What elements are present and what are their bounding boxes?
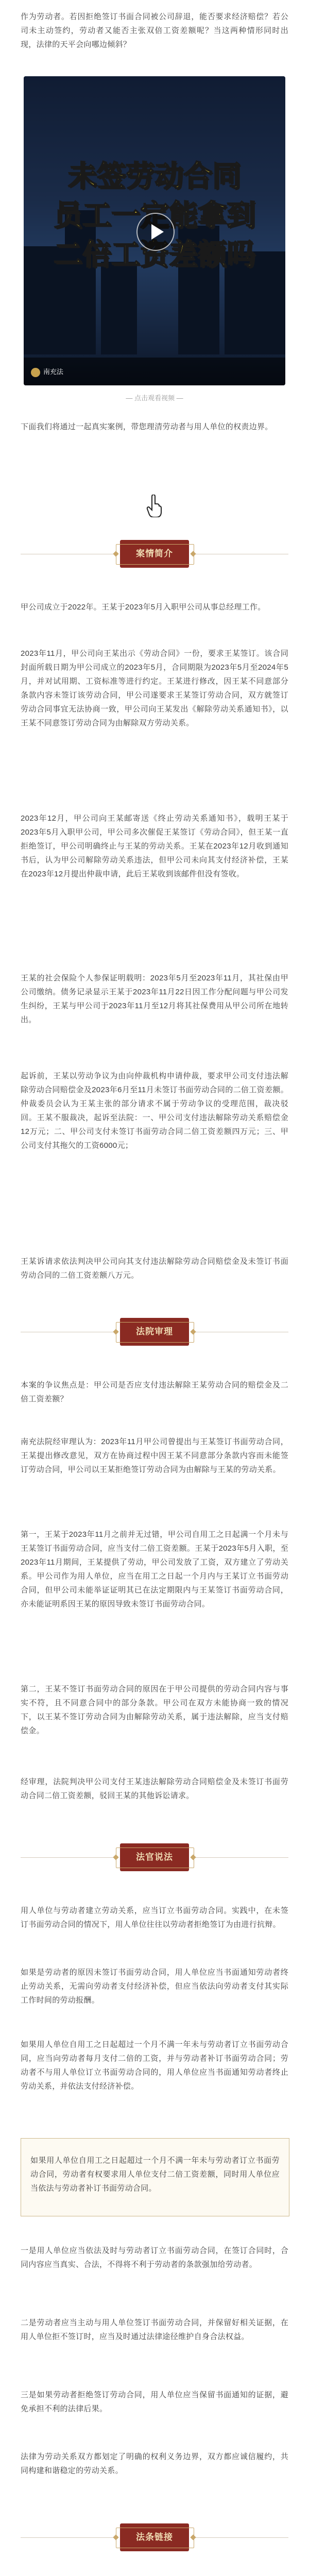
case-paragraph: 王某的社会保险个人参保证明载明：2023年5月至2023年11月，其社保由甲公司缴纳。债务记录显示王某于2023年11月22日因工作分配问题与甲公司发生纠纷，王某与甲公司于2023年11月至12月将其社保费用从甲公司所在地转出。: [21, 974, 288, 1024]
author-name: 南充法: [43, 368, 64, 376]
trial-paragraph: 第一，王某于2023年11月之前并无过错，甲公司自用工之日起满一个月未与王某签订书面劳动合同，应当支付二倍工资差额。王某于2023年5月入职，至2023年11月期间，王某提供了劳动，甲公司发放了工资，双方建立了劳动关系。甲公司作为用人单位，应当在用工之日起一个月内与王某订立书面劳动合同，但甲公司未能举证证明其已在法定期限内与王某签订书面劳动合同，亦未能证明系因王某的原因导致未签订书面劳动合同。: [21, 1530, 288, 1608]
trial-paragraph: 南充法院经审理认为：2023年11月甲公司曾提出与王某签订书面劳动合同，王某提出修改意见，双方在协商过程中因王某不同意部分条款内容而未能签订劳动合同，甲公司以王某拒绝签订劳动合同为由解除与王某的劳动关系。: [21, 1437, 288, 1474]
case-paragraph: 甲公司成立于2022年。王某于2023年5月入职甲公司从事总经理工作。: [21, 603, 266, 612]
case-paragraph: 2023年12月，甲公司向王某邮寄送《终止劳动关系通知书》，载明王某于2023年5月入职甲公司，甲公司多次催促王某签订《劳动合同》，但王某一直拒绝签订，甲公司明确终止与王某的劳动关系。王某在2023年12月收到通知书后，认为甲公司解除劳动关系违法，但甲公司未向其支付经济补偿，王某在2023年12月提出仲裁申请，此后王某收到该邮件但没有签收。: [21, 814, 288, 878]
highlight-text: 如果用人单位自用工之日起超过一个月不满一年未与劳动者订立书面劳动合同，劳动者有权要求用人单位支付二倍工资差额，同时用人单位应当依法与劳动者补订书面劳动合同。: [30, 2156, 280, 2193]
trial-paragraph: 第二，王某不签订书面劳动合同的原因在于甲公司提供的劳动合同内容与事实不符，且不同意合同中的部分条款。甲公司在双方未能协商一致的情况下，以王某不签订劳动合同为由解除劳动关系，属于违法解除，应当支付赔偿金。: [21, 1685, 288, 1735]
case-paragraph: 起诉前，王某以劳动争议为由向仲裁机构申请仲裁，要求甲公司支付违法解除劳动合同赔偿金及2023年6月至11月未签订书面劳动合同的二倍工资差额。仲裁委员会认为王某主张的部分请求不属于劳动争议的受理范围，裁决驳回。王某不服裁决，起诉至法院：一、甲公司支付违法解除劳动关系赔偿金12万元；二、甲公司支付未签订书面劳动合同二倍工资差额四万元；三、甲公司支付其拖欠的工资6000元；: [21, 1072, 288, 1150]
section-header-judge: [0, 1834, 309, 1880]
case-paragraph: 王某诉请求依法判决甲公司向其支付违法解除劳动合同赔偿金及未签订书面劳动合同的二倍工资差额八万元。: [21, 1257, 288, 1280]
section-header-case: [0, 531, 309, 577]
judge-paragraph: 一是用人单位应当依法及时与劳动者订立书面劳动合同，在签订合同时，合同内容应当真实、合法，不得将不利于劳动者的条款强加给劳动者。: [21, 2246, 288, 2269]
video-title-line1: 未签劳动合同: [68, 160, 241, 193]
video-player[interactable]: [24, 76, 285, 385]
video-caption: — 点击观看视频 —: [126, 394, 183, 402]
play-icon[interactable]: [136, 213, 175, 251]
section-header-law: [0, 2514, 309, 2561]
judge-paragraph: 三是如果劳动者拒绝签订劳动合同，用人单位应当保留书面通知的证据，避免承担不利的法律后果。: [21, 2391, 288, 2413]
trial-paragraph: 本案的争议焦点是：甲公司是否应支付违法解除王某劳动合同的赔偿金及二倍工资差额？: [21, 1381, 288, 1403]
section-title: 法院审理: [136, 1327, 173, 1336]
avatar: [31, 368, 40, 377]
judge-paragraph: 法律为劳动关系双方都划定了明确的权利义务边界，双方都应诚信履约，共同构建和谐稳定的劳动关系。: [21, 2452, 288, 2475]
intro-paragraph: 作为劳动者。若因拒绝签订书面合同被公司辞退，能否要求经济赔偿？若公司未主动签约，劳动者又能否主张双倍工资差额呢？当这两种情形同时出现，法律的天平会向哪边倾斜？: [21, 12, 288, 49]
trial-paragraph: 经审理，法院判决甲公司支付王某违法解除劳动合同赔偿金及未签订书面劳动合同二倍工资差额，驳回王某的其他诉讼请求。: [21, 1777, 288, 1800]
judge-paragraph: 如果是劳动者的原因未签订书面劳动合同，用人单位应当书面通知劳动者终止劳动关系，无需向劳动者支付经济补偿，但应当依法向劳动者支付其实际工作时间的劳动报酬。: [21, 1968, 288, 2005]
section-title: 法官说法: [136, 1852, 173, 1862]
video-title-line2: 员工一定能拿到: [54, 199, 255, 232]
judge-paragraph: 如果用人单位自用工之日起超过一个月不满一年未与劳动者订立书面劳动合同，应当向劳动者每月支付二倍的工资，并与劳动者补订书面劳动合同；劳动者不与用人单位订立书面劳动合同的，用人单位应当书面通知劳动者终止劳动关系，并依法支付经济补偿。: [21, 2040, 288, 2091]
tap-hand-icon: [146, 495, 163, 517]
building-shape: [101, 262, 137, 354]
case-paragraph: 2023年11月，甲公司向王某出示《劳动合同》一份，要求王某签订。该合同封面所载日期为甲公司成立的2023年5月，合同期限为2023年5月至2024年5月，并对试用期、工资标准等进行约定。王某进行修改，因王某不同意部分条款内容未签订该劳动合同，甲公司遂要求王某签订劳动合同，双方就签订劳动合同事宜无法协商一致，甲公司向王某发出《解除劳动关系通知书》，以王某不同意签订劳动合同为由解除双方劳动关系。: [21, 649, 288, 727]
video-author: [31, 366, 63, 377]
judge-paragraph: 用人单位与劳动者建立劳动关系，应当订立书面劳动合同。实践中，在未签订书面劳动合同的情况下，用人单位往往以劳动者拒绝签订为由进行抗辩。: [21, 1906, 288, 1929]
video-title-line3: 二倍工资差额吗: [54, 238, 255, 272]
section-title: 法条链接: [136, 2532, 173, 2542]
highlight-box: [21, 2138, 289, 2216]
intro2-paragraph: 下面我们将通过一起真实案例，带您理清劳动者与用人单位的权责边界。: [21, 422, 273, 431]
section-title: 案情简介: [136, 549, 173, 558]
section-header-trial: [0, 1309, 309, 1355]
judge-paragraph: 二是劳动者应当主动与用人单位签订书面劳动合同，并保留好相关证据，在用人单位拒不签订时，应当及时通过法律途径维护自身合法权益。: [21, 2318, 288, 2341]
